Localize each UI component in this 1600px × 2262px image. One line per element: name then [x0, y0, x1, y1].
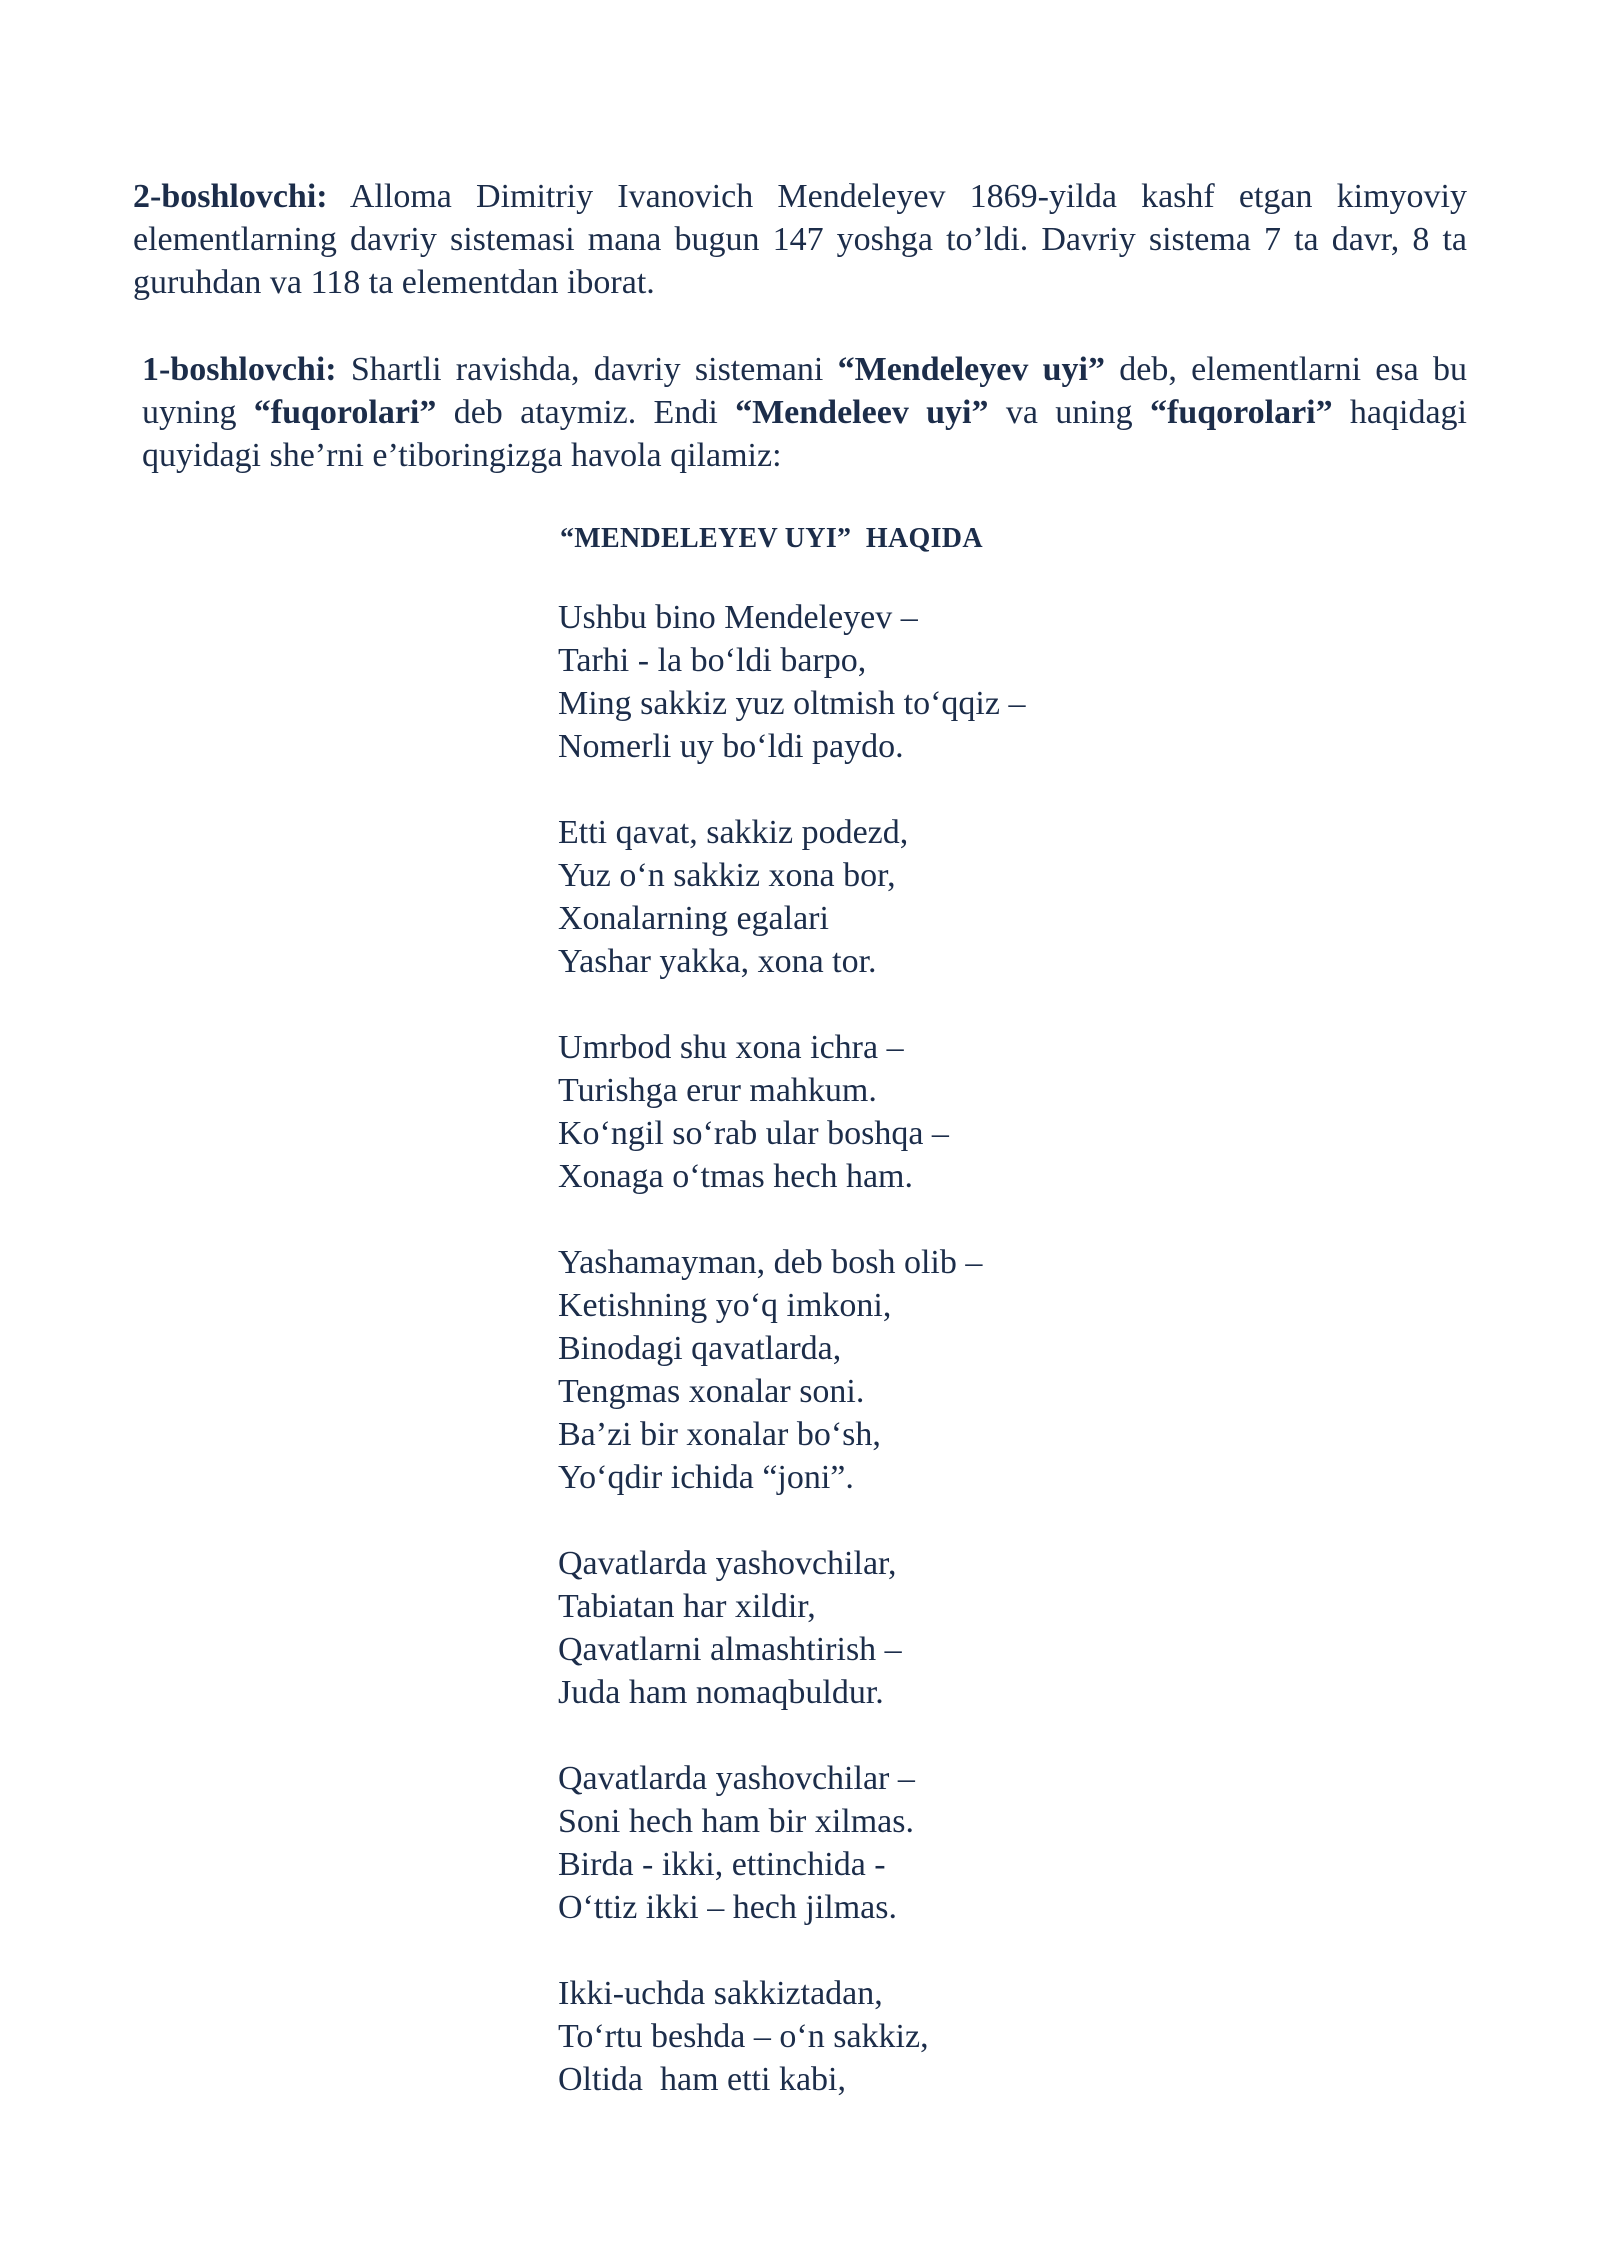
poem-line: Ko‘ngil so‘rab ular boshqa –	[558, 1115, 949, 1152]
poem-line: Ming sakkiz yuz oltmish to‘qqiz –	[558, 685, 1026, 722]
poem-line: Tarhi - la bo‘ldi barpo,	[558, 642, 867, 679]
poem-line: Xonaga o‘tmas hech ham.	[558, 1158, 913, 1195]
poem-line: Ikki-uchda sakkiztadan,	[558, 1975, 883, 2012]
poem-stanza	[558, 811, 1025, 983]
poem-line: Yashamayman, deb bosh olib –	[558, 1244, 983, 1281]
poem-line: Yo‘qdir ichida “joni”.	[558, 1459, 854, 1496]
emphasis-text: “Mendeleyev uyi”	[837, 351, 1105, 388]
poem-line: Ketishning yo‘q imkoni,	[558, 1287, 892, 1324]
poem-line: Nomerli uy bo‘ldi paydo.	[558, 728, 904, 765]
poem-title: “MENDELEYEV UYI” HAQIDA	[560, 523, 983, 554]
poem-line: Qavatlarni almashtirish –	[558, 1631, 902, 1668]
poem-stanza	[558, 1757, 1025, 1929]
poem-line: Tengmas xonalar soni.	[558, 1373, 865, 1410]
paragraph-text: deb ataymiz. Endi	[436, 394, 736, 431]
poem-line: Yashar yakka, xona tor.	[558, 943, 877, 980]
paragraph-intro-speaker-1	[142, 348, 1467, 477]
emphasis-text: “Mendeleev uyi”	[735, 394, 989, 431]
poem-stanza	[558, 596, 1025, 768]
poem-line: Qavatlarda yashovchilar,	[558, 1545, 897, 1582]
poem-line: Yuz o‘n sakkiz xona bor,	[558, 857, 896, 894]
poem-line: Oltida ham etti kabi,	[558, 2061, 846, 2098]
poem-line: Juda ham nomaqbuldur.	[558, 1674, 884, 1711]
poem-line: Etti qavat, sakkiz podezd,	[558, 814, 909, 851]
poem-stanza	[558, 1241, 1025, 1499]
paragraph-text: deb, elementlarni esa bu uyning	[142, 351, 1467, 431]
poem-line: Ushbu bino Mendeleyev –	[558, 599, 918, 636]
emphasis-text: “fuqorolari”	[253, 394, 437, 431]
paragraph-text: va uning	[988, 394, 1150, 431]
poem-body	[558, 596, 1025, 2144]
paragraph-text: Shartli ravishda, davriy sistemani	[336, 351, 838, 388]
poem-line: Qavatlarda yashovchilar –	[558, 1760, 915, 1797]
emphasis-text: “fuqorolari”	[1150, 394, 1333, 431]
poem-line: Birda - ikki, ettinchida -	[558, 1846, 886, 1883]
poem-stanza	[558, 1542, 1025, 1714]
poem-line: Soni hech ham bir xilmas.	[558, 1803, 915, 1840]
paragraph-text: Alloma Dimitriy Ivanovich Mendeleyev 1869-yilda kashf etgan kimyoviy elementlarning davriy sistemasi mana bugun 147 yoshga to’ldi. Davriy sistema 7 ta davr, 8 ta guruhdan va 118 ta elementdan iborat.	[133, 178, 1467, 301]
poem-line: Ba’zi bir xonalar bo‘sh,	[558, 1416, 881, 1453]
poem-line: Xonalarning egalari	[558, 900, 829, 937]
speaker-label: 2-boshlovchi:	[133, 178, 328, 215]
poem-line: Binodagi qavatlarda,	[558, 1330, 842, 1367]
poem-stanza	[558, 1972, 1025, 2101]
paragraph-intro-speaker-2	[133, 175, 1467, 304]
poem-stanza	[558, 1026, 1025, 1198]
poem-line: To‘rtu beshda – o‘n sakkiz,	[558, 2018, 929, 2055]
poem-line: Umrbod shu xona ichra –	[558, 1029, 904, 1066]
poem-line: Turishga erur mahkum.	[558, 1072, 877, 1109]
poem-line: O‘ttiz ikki – hech jilmas.	[558, 1889, 897, 1926]
speaker-label: 1-boshlovchi:	[142, 351, 337, 388]
paragraph-text: haqidagi quyidagi she’rni e’tiboringizga havola qilamiz:	[142, 394, 1468, 474]
poem-line: Tabiatan har xildir,	[558, 1588, 816, 1625]
